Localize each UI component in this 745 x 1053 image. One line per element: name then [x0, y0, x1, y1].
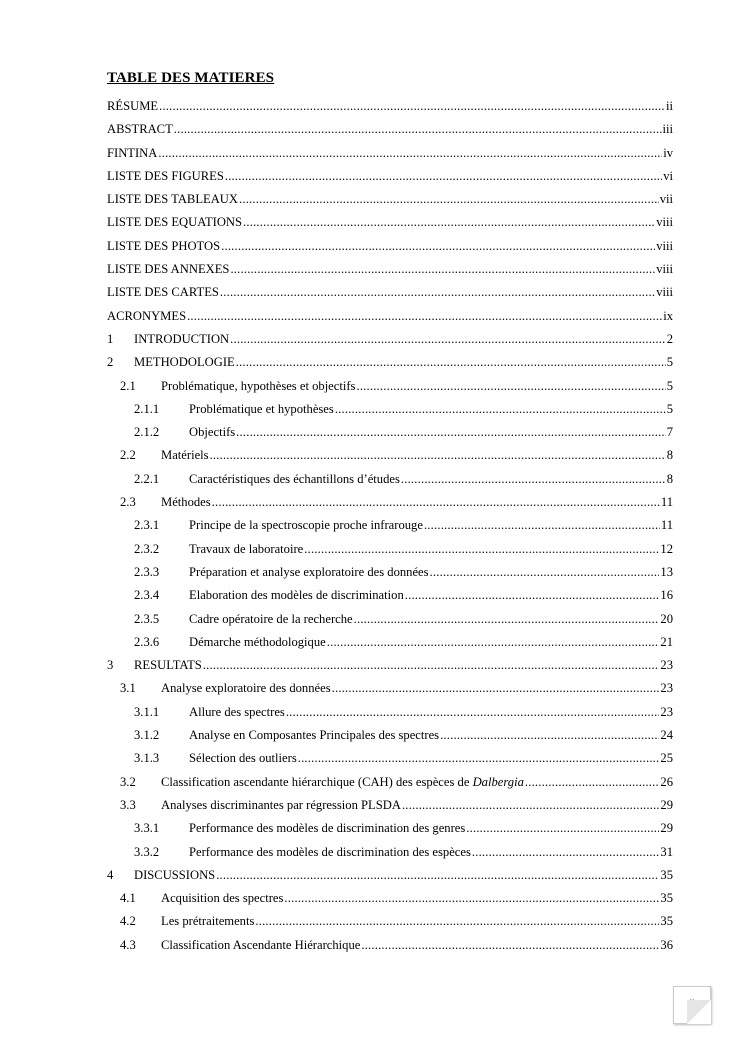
toc-entry[interactable]	[107, 99, 673, 122]
toc-entry-title	[189, 565, 429, 580]
toc-entry-title-text: LISTE DES FIGURES	[107, 168, 224, 183]
toc-entry-page: 5	[666, 378, 673, 393]
toc-dot-leader	[216, 868, 659, 883]
toc-entry-title-text: LISTE DES ANNEXES	[107, 262, 230, 277]
toc-entry[interactable]	[107, 845, 673, 868]
toc-entry-title-text: RÉSUME	[107, 99, 159, 113]
toc-entry-number: 2.3.6	[134, 634, 160, 649]
toc-entry-title	[161, 798, 401, 813]
toc-entry-title-text: RESULTATS	[134, 658, 202, 673]
toc-entry-page: 31	[660, 844, 673, 859]
toc-dot-leader	[402, 798, 659, 813]
toc-entry[interactable]	[107, 914, 673, 937]
toc-entry-title	[161, 775, 524, 790]
toc-entry-page: 5	[666, 401, 673, 416]
toc-entry-title	[107, 169, 224, 184]
toc-dot-leader	[212, 495, 660, 510]
toc-entry-title	[161, 495, 211, 510]
toc-dot-leader	[430, 565, 660, 580]
toc-entry-title-text: LISTE DES PHOTOS	[107, 238, 221, 253]
toc-entry-number: 3.1.3	[134, 751, 160, 766]
toc-dot-leader	[424, 518, 660, 533]
toc-entry-title	[189, 728, 439, 743]
toc-entry-number: 2	[107, 355, 114, 370]
toc-entry-number: 3.1.2	[134, 728, 160, 743]
toc-entry-title	[161, 379, 355, 394]
toc-entry-title-text: Cadre opératoire de la recherche	[189, 611, 353, 626]
toc-entry-title	[107, 239, 220, 254]
toc-entry-title	[107, 309, 186, 324]
toc-dot-leader	[210, 448, 666, 463]
toc-entry-number: 2.3.2	[134, 541, 160, 556]
toc-entry-number: 2.2.1	[134, 471, 160, 486]
toc-dot-leader	[239, 192, 659, 207]
toc-entry-page: vi	[663, 168, 673, 183]
toc-dot-leader	[472, 845, 660, 860]
table-of-contents	[107, 99, 673, 961]
toc-entry-number: 4.2	[120, 914, 136, 929]
toc-entry-title	[107, 122, 173, 137]
toc-entry-page: viii	[656, 262, 673, 277]
toc-entry-title-text: Sélection des outliers	[189, 751, 297, 766]
toc-entry-page: 26	[660, 774, 673, 789]
toc-entry-title	[107, 285, 219, 300]
page-title: TABLE DES MATIERES	[107, 70, 275, 86]
toc-entry-number: 1	[107, 331, 114, 346]
toc-dot-leader	[304, 542, 659, 557]
toc-entry-title-text: Allure des spectres	[189, 704, 285, 719]
toc-entry-page: iii	[662, 122, 673, 137]
toc-dot-leader	[525, 775, 660, 790]
toc-entry-title	[107, 146, 157, 161]
toc-entry[interactable]	[107, 542, 673, 565]
toc-entry-page: 23	[660, 658, 673, 673]
toc-entry[interactable]	[107, 775, 673, 798]
toc-entry-page: 7	[666, 425, 673, 440]
toc-entry[interactable]	[107, 448, 673, 471]
toc-entry-number: 3	[107, 658, 114, 673]
toc-entry-number: 2.3.1	[134, 518, 160, 533]
toc-dot-leader	[356, 379, 665, 394]
toc-entry-page: 21	[660, 634, 673, 649]
toc-entry-page: 20	[660, 611, 673, 626]
toc-entry[interactable]	[107, 518, 673, 541]
toc-dot-leader	[203, 658, 660, 673]
toc-entry-page: vii	[659, 192, 673, 207]
toc-entry-title	[189, 588, 404, 603]
toc-dot-leader	[354, 612, 660, 627]
toc-dot-leader	[230, 262, 655, 277]
toc-entry[interactable]	[107, 425, 673, 448]
toc-entry-page: ix	[663, 308, 673, 323]
toc-dot-leader	[159, 99, 665, 114]
toc-entry-page: 35	[660, 914, 673, 929]
toc-entry[interactable]	[107, 658, 673, 681]
toc-entry-page: 29	[660, 797, 673, 812]
toc-entry[interactable]	[107, 565, 673, 588]
toc-entry-title-text: Analyse exploratoire des données	[161, 681, 331, 696]
toc-dot-leader	[230, 332, 666, 347]
toc-entry-page: viii	[656, 238, 673, 253]
toc-entry-title-text: Principe de la spectroscopie proche infrarouge	[189, 518, 423, 533]
toc-entry-page: 8	[666, 448, 673, 463]
toc-entry-title	[189, 845, 471, 860]
toc-entry-title-text: Matériels	[161, 448, 209, 463]
toc-entry[interactable]	[107, 588, 673, 611]
toc-entry-title-text: ABSTRACT	[107, 122, 173, 137]
toc-entry-title-text: Démarche méthodologique	[189, 634, 326, 649]
toc-dot-leader	[174, 122, 662, 137]
toc-entry-title-text: Analyses discriminantes par régression PLSDA	[161, 797, 401, 812]
toc-entry-number: 4	[107, 867, 114, 882]
toc-dot-leader	[284, 891, 659, 906]
toc-dot-leader	[332, 681, 660, 696]
toc-entry-page: iv	[663, 145, 673, 160]
toc-entry-number: 2.2	[120, 448, 136, 463]
toc-dot-leader	[335, 402, 666, 417]
toc-entry-number: 3.3	[120, 797, 136, 812]
toc-entry-number: 2.1.2	[134, 425, 160, 440]
toc-entry-page: 29	[660, 821, 673, 836]
toc-entry-title	[189, 635, 326, 650]
toc-entry-title-text: FINTINA	[107, 145, 158, 160]
toc-entry-number: 4.3	[120, 937, 136, 952]
toc-entry-title	[107, 99, 158, 114]
toc-entry[interactable]	[107, 262, 673, 285]
toc-entry-title-text: Méthodes	[161, 495, 211, 510]
toc-entry-title-text: METHODOLOGIE	[134, 355, 235, 370]
toc-dot-leader	[298, 751, 660, 766]
toc-entry[interactable]	[107, 239, 673, 262]
toc-entry-title	[107, 215, 242, 230]
toc-entry-page: 23	[660, 681, 673, 696]
toc-dot-leader	[286, 705, 660, 720]
toc-entry-title	[189, 821, 465, 836]
toc-entry-page: 24	[660, 728, 673, 743]
page-number-box	[673, 986, 711, 1024]
toc-entry-number: 3.2	[120, 774, 136, 789]
page-number: v	[689, 996, 695, 1006]
toc-entry-page: viii	[656, 285, 673, 300]
toc-dot-leader	[243, 215, 655, 230]
toc-entry-title-text: Performance des modèles de discrimination des espèces	[189, 844, 471, 859]
toc-entry[interactable]	[107, 495, 673, 518]
toc-entry-page: 25	[660, 751, 673, 766]
toc-entry-number: 2.3.3	[134, 564, 160, 579]
toc-dot-leader	[158, 146, 662, 161]
toc-dot-leader	[236, 355, 666, 370]
toc-entry-title-text: LISTE DES CARTES	[107, 285, 219, 300]
toc-entry[interactable]	[107, 798, 673, 821]
toc-entry-page: 23	[660, 704, 673, 719]
toc-entry[interactable]	[107, 402, 673, 425]
toc-entry-page: 35	[660, 867, 673, 882]
toc-entry-page: viii	[656, 215, 673, 230]
toc-dot-leader	[361, 938, 659, 953]
toc-entry-page: 16	[660, 588, 673, 603]
toc-entry-title-text: Acquisition des spectres	[161, 891, 284, 906]
toc-entry[interactable]	[107, 612, 673, 635]
toc-entry-page: 2	[666, 331, 673, 346]
toc-entry[interactable]	[107, 472, 673, 495]
toc-entry[interactable]	[107, 751, 673, 774]
toc-entry-title-text: Performance des modèles de discrimination des genres	[189, 821, 466, 836]
toc-entry-title-text: Elaboration des modèles de discrimination	[189, 588, 404, 603]
toc-entry[interactable]	[107, 169, 673, 192]
toc-entry-title-text: LISTE DES TABLEAUX	[107, 192, 238, 207]
toc-entry-number: 2.1.1	[134, 401, 160, 416]
toc-entry-title-text: ACRONYMES	[107, 308, 187, 323]
toc-entry[interactable]	[107, 355, 673, 378]
toc-entry[interactable]	[107, 332, 673, 355]
toc-entry[interactable]	[107, 285, 673, 308]
toc-entry-title	[189, 425, 235, 440]
toc-entry[interactable]	[107, 146, 673, 169]
toc-entry-page: 36	[660, 937, 673, 952]
toc-dot-leader	[440, 728, 659, 743]
page-curl-decoration	[687, 1000, 711, 1024]
toc-entry-page: 35	[660, 891, 673, 906]
toc-entry-title-text: Classification Ascendante Hiérarchique	[161, 937, 361, 952]
toc-entry-number: 2.3.4	[134, 588, 160, 603]
toc-entry-title	[161, 938, 360, 953]
toc-entry-title	[107, 192, 238, 207]
toc-entry-title-text: Préparation et analyse exploratoire des données	[189, 564, 429, 579]
toc-entry-title-text: Analyse en Composantes Principales des spectres	[189, 728, 440, 743]
toc-dot-leader	[255, 914, 659, 929]
toc-dot-leader	[236, 425, 666, 440]
toc-entry[interactable]	[107, 681, 673, 704]
toc-entry-title	[161, 681, 331, 696]
toc-entry-number: 2.3	[120, 495, 136, 510]
toc-entry-title	[189, 518, 423, 533]
toc-entry[interactable]	[107, 309, 673, 332]
toc-entry-title-text: INTRODUCTION	[134, 331, 230, 346]
toc-dot-leader	[466, 821, 659, 836]
toc-entry-number: 3.1	[120, 681, 136, 696]
toc-entry-title	[134, 868, 215, 883]
toc-entry-title-text: DISCUSSIONS	[134, 867, 216, 882]
toc-entry-title-italic: Dalbergia	[472, 774, 524, 789]
toc-entry-title-text: Objectifs	[189, 425, 236, 440]
toc-dot-leader	[327, 635, 660, 650]
toc-entry[interactable]	[107, 122, 673, 145]
toc-entry-title-text: Problématique et hypothèses	[189, 401, 334, 416]
toc-entry[interactable]	[107, 821, 673, 844]
toc-entry-title-text: Caractéristiques des échantillons d’études	[189, 471, 400, 486]
toc-entry-page: 11	[660, 495, 673, 510]
toc-entry-title	[189, 612, 353, 627]
toc-entry-number: 4.1	[120, 891, 136, 906]
toc-dot-leader	[405, 588, 660, 603]
toc-entry-number: 3.1.1	[134, 704, 160, 719]
toc-entry-title	[161, 891, 283, 906]
toc-entry[interactable]	[107, 868, 673, 891]
toc-dot-leader	[401, 472, 666, 487]
toc-entry[interactable]	[107, 215, 673, 238]
toc-entry-page: 13	[660, 564, 673, 579]
toc-entry-title	[189, 402, 334, 417]
toc-entry-title	[161, 448, 209, 463]
toc-entry[interactable]	[107, 728, 673, 751]
toc-entry-title-text: Les prétraitements	[161, 914, 255, 929]
toc-entry-title	[189, 705, 285, 720]
toc-dot-leader	[221, 239, 655, 254]
toc-entry-page: 5	[666, 355, 673, 370]
toc-dot-leader	[187, 309, 662, 324]
toc-entry-title	[134, 332, 229, 347]
toc-entry-title-text: Travaux de laboratoire	[189, 541, 304, 556]
toc-dot-leader	[225, 169, 662, 184]
toc-entry-page: 11	[660, 518, 673, 533]
toc-entry-title	[161, 914, 254, 929]
toc-entry-title	[134, 355, 235, 370]
toc-entry[interactable]	[107, 192, 673, 215]
toc-entry-page: 8	[666, 471, 673, 486]
toc-entry-title	[189, 472, 400, 487]
toc-entry[interactable]	[107, 635, 673, 658]
toc-entry-title-text: LISTE DES EQUATIONS	[107, 215, 243, 230]
toc-entry[interactable]	[107, 705, 673, 728]
toc-entry-number: 3.3.2	[134, 844, 160, 859]
toc-entry-title	[134, 658, 202, 673]
toc-entry[interactable]	[107, 891, 673, 914]
toc-entry-number: 2.1	[120, 378, 136, 393]
toc-dot-leader	[220, 285, 655, 300]
toc-entry-title	[107, 262, 229, 277]
toc-entry-page: 12	[660, 541, 673, 556]
toc-entry[interactable]	[107, 938, 673, 961]
toc-entry-title	[189, 751, 297, 766]
toc-entry-number: 2.3.5	[134, 611, 160, 626]
toc-entry-page: ii	[666, 99, 673, 113]
toc-entry-title-text: Classification ascendante hiérarchique (CAH) des espèces de	[161, 774, 473, 789]
toc-entry-title-text: Problématique, hypothèses et objectifs	[161, 378, 356, 393]
toc-entry-number: 3.3.1	[134, 821, 160, 836]
toc-entry-title	[189, 542, 303, 557]
toc-entry[interactable]	[107, 379, 673, 402]
